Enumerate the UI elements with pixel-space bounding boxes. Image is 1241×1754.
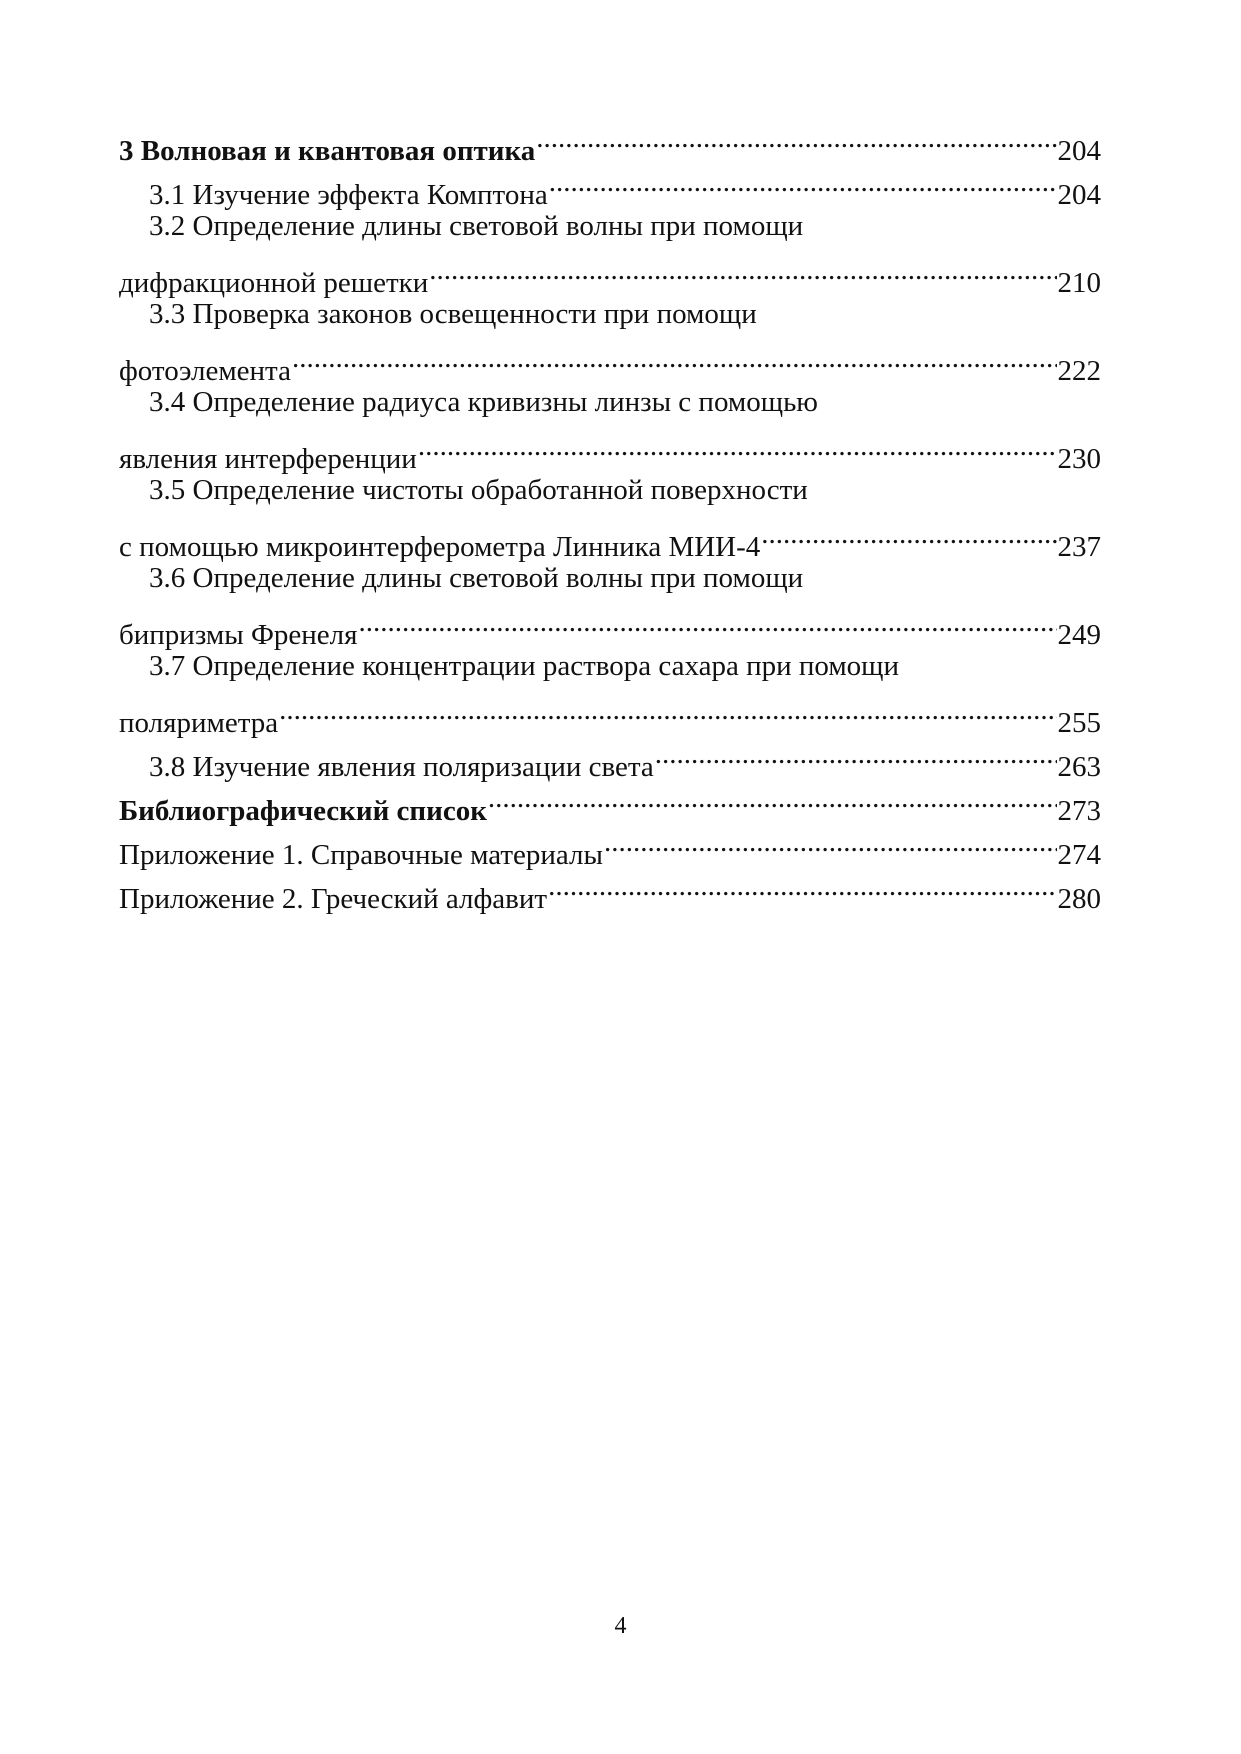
toc-entry-3-2-line1 <box>119 204 1101 248</box>
toc-entry-page: 222 <box>1057 355 1101 387</box>
toc-leader-dots <box>358 600 1056 644</box>
toc-entry-title: 3.6 Определение длины световой волны при помощи <box>149 562 804 594</box>
toc-entry-3-7-line1 <box>119 644 1101 688</box>
toc-leader-dots <box>549 160 1057 204</box>
toc-entry-page: 249 <box>1057 619 1101 651</box>
toc-entry-3-6-line1 <box>119 556 1101 600</box>
toc-leader-dots <box>488 776 1057 820</box>
page-number: 4 <box>614 1613 627 1639</box>
toc-entry-page: 230 <box>1057 443 1101 475</box>
toc-entry-page: 210 <box>1057 267 1101 299</box>
toc-entry-page: 237 <box>1057 531 1101 563</box>
toc-leader-dots <box>604 820 1056 864</box>
toc-leader-dots <box>418 424 1057 468</box>
toc-entry-title: 3 Волновая и квантовая оптика <box>119 135 536 167</box>
toc-entry-page: 255 <box>1057 707 1101 739</box>
toc-entry-page: 204 <box>1057 135 1101 167</box>
toc-leader-dots <box>548 864 1056 908</box>
toc-entry-3-4-line2 <box>119 424 1101 475</box>
toc-entry-title: Приложение 2. Греческий алфавит <box>119 883 548 915</box>
toc-entry-title: 3.5 Определение чистоты обработанной поверхности <box>149 474 808 506</box>
toc-entry-title: с помощью микроинтерферометра Линника МИИ-4 <box>119 531 761 563</box>
toc-entry-title: 3.2 Определение длины световой волны при помощи <box>149 210 804 242</box>
toc-entry-page: 280 <box>1057 883 1101 915</box>
toc-entry-3-3-line2 <box>119 336 1101 387</box>
toc-entry-3-3-line1 <box>119 292 1101 336</box>
toc-leader-dots <box>279 688 1056 732</box>
toc-entry-page: 263 <box>1057 751 1101 783</box>
toc-entry-title: 3.8 Изучение явления поляризации света <box>149 751 654 783</box>
toc-entry-3-5-line2 <box>119 512 1101 563</box>
toc-entry-3-5-line1 <box>119 468 1101 512</box>
toc-entry-3-4-line1 <box>119 380 1101 424</box>
toc-entry-title: 3.1 Изучение эффекта Комптона <box>149 179 548 211</box>
table-of-contents <box>119 116 1101 915</box>
toc-entry-title: 3.3 Проверка законов освещенности при помощи <box>149 298 757 330</box>
toc-leader-dots <box>761 512 1056 556</box>
toc-entry-title: фотоэлемента <box>119 355 291 387</box>
toc-entry-title: явления интерференции <box>119 443 417 475</box>
toc-entry-page: 274 <box>1057 839 1101 871</box>
toc-entry-page: 273 <box>1057 795 1101 827</box>
toc-entry-title: Приложение 1. Справочные материалы <box>119 839 604 871</box>
toc-entry-3-7-line2 <box>119 688 1101 739</box>
toc-entry-title: дифракционной решетки <box>119 267 429 299</box>
toc-leader-dots <box>655 732 1057 776</box>
toc-leader-dots <box>292 336 1057 380</box>
toc-leader-dots <box>536 116 1056 160</box>
toc-entry-title: поляриметра <box>119 707 279 739</box>
toc-entry-page: 204 <box>1057 179 1101 211</box>
toc-entry-title: 3.4 Определение радиуса кривизны линзы с помощью <box>149 386 818 418</box>
toc-entry-section-3 <box>119 116 1101 167</box>
toc-entry-3-2-line2 <box>119 248 1101 299</box>
toc-entry-title: 3.7 Определение концентрации раствора сахара при помощи <box>149 650 900 682</box>
toc-entry-3-6-line2 <box>119 600 1101 651</box>
toc-leader-dots <box>429 248 1056 292</box>
toc-entry-title: бипризмы Френеля <box>119 619 358 651</box>
toc-entry-title: Библиографический список <box>119 795 487 827</box>
